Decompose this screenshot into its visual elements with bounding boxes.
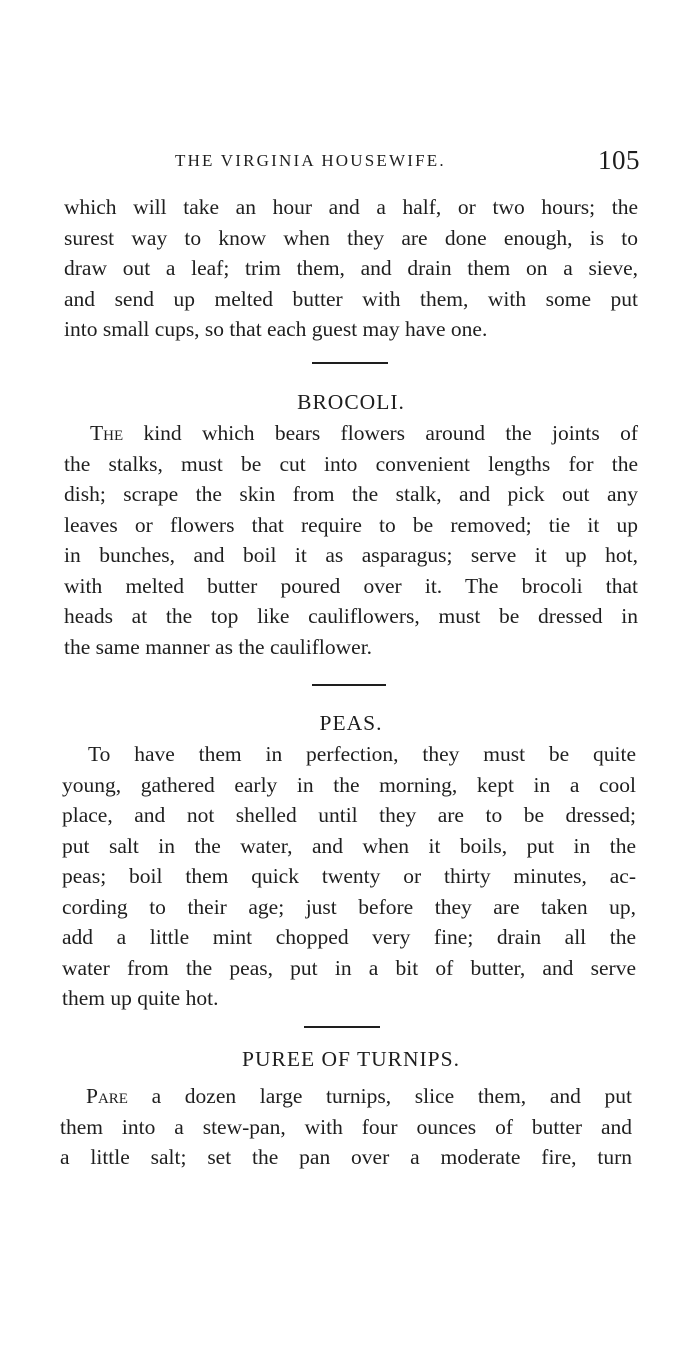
text-line-rest: kind which bears flowers around the joints of (123, 421, 638, 445)
text-line: a little salt; set the pan over a moderate fire, turn (60, 1145, 632, 1169)
text-line: dish; scrape the skin from the stalk, and pick out any (64, 482, 638, 506)
lead-word: The (90, 421, 124, 445)
text-line: leaves or flowers that require to be removed; tie it up (64, 512, 638, 537)
text-line: into small cups, so that each guest may have one. (64, 317, 488, 341)
text-line (64, 418, 638, 449)
text-line: water from the peas, put in a bit of butter, and serve (62, 955, 636, 980)
section-heading-peas: PEAS. (319, 711, 383, 735)
intro-paragraph (64, 192, 638, 345)
section-divider (312, 684, 386, 686)
text-line-rest: a dozen large turnips, slice them, and put (127, 1084, 632, 1108)
section-body-puree-of-turnips (60, 1081, 632, 1173)
running-head (170, 145, 640, 179)
text-line: the same manner as the cauliflower. (64, 634, 373, 659)
text-line: peas; boil them quick twenty or thirty minutes, ac- (62, 864, 636, 888)
text-line: heads at the top like cauliflowers, must be dressed in (64, 604, 638, 628)
section-heading-puree-of-turnips: PUREE OF TURNIPS. (242, 1047, 460, 1071)
text-line: in bunches, and boil it as asparagus; serve it up hot, (64, 543, 638, 567)
text-line: surest way to know when they are done enough, is to (64, 225, 638, 250)
text-line: them up quite hot. (62, 986, 219, 1010)
text-line: draw out a leaf; trim them, and drain them on a sieve, (64, 256, 638, 280)
text-line: the stalks, must be cut into convenient lengths for the (64, 451, 638, 476)
text-line: young, gathered early in the morning, kept in a cool (62, 772, 636, 797)
lead-word: Pare (86, 1084, 128, 1108)
text-line: cording to their age; just before they are taken up, (62, 894, 636, 919)
text-line (60, 1081, 632, 1112)
text-line: and send up melted butter with them, with some put (64, 286, 638, 311)
lead-word: To (88, 742, 111, 766)
section-body-brocoli (64, 418, 638, 662)
text-line: with melted butter poured over it. The brocoli that (64, 573, 638, 598)
text-line: which will take an hour and a half, or two hours; the (64, 195, 638, 219)
text-line: place, and not shelled until they are to be dressed; (62, 803, 636, 827)
text-line: put salt in the water, and when it boils, put in the (62, 833, 636, 858)
text-line (62, 739, 636, 770)
text-line: them into a stew-pan, with four ounces of butter and (60, 1114, 632, 1139)
section-divider (312, 362, 388, 364)
page-number: 105 (598, 145, 640, 175)
section-body-peas (62, 739, 636, 1014)
section-heading-brocoli: BROCOLI. (297, 390, 405, 414)
section-divider (304, 1026, 380, 1028)
text-line-rest: have them in perfection, they must be quite (110, 742, 636, 766)
running-title: THE VIRGINIA HOUSEWIFE. (175, 151, 446, 170)
text-line: add a little mint chopped very fine; drain all the (62, 925, 636, 949)
